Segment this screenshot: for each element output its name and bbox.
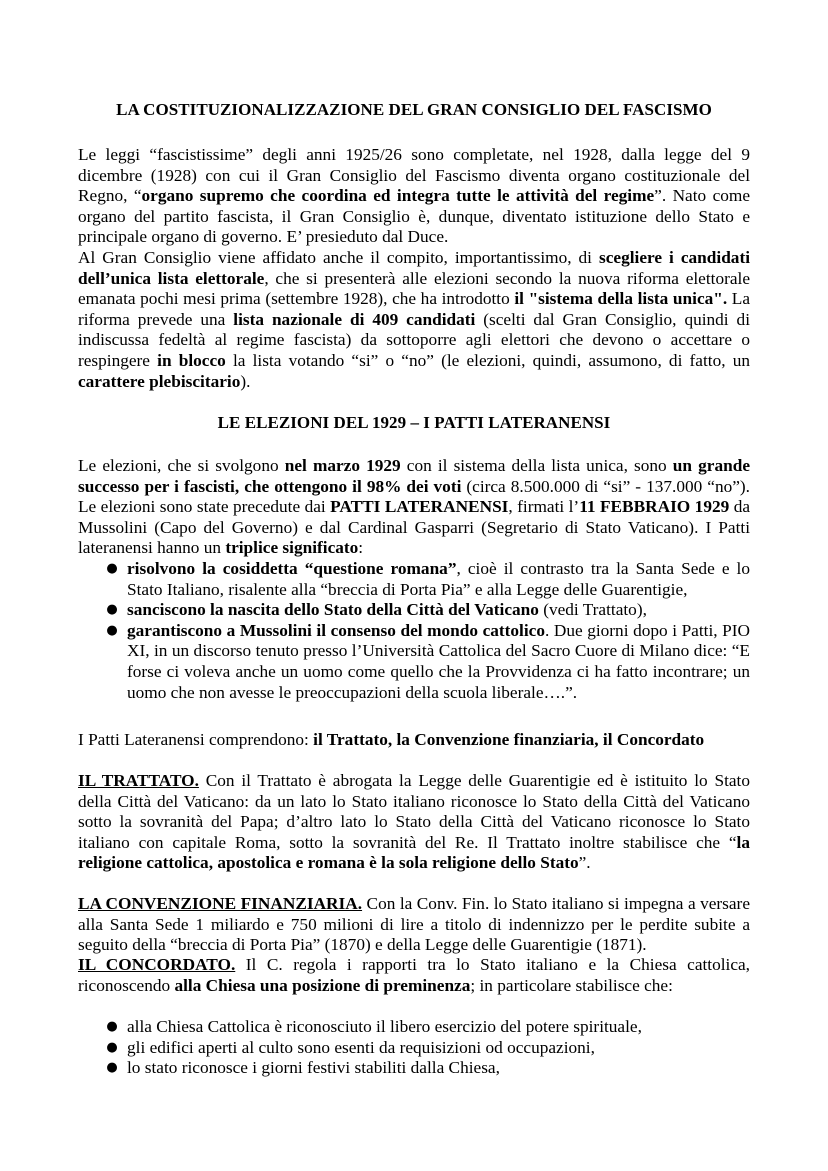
paragraph-trattato [78, 771, 750, 874]
text: , cioè il contrasto tra la Santa Sede e lo Stato Italiano, risalente alla “breccia di Porta Pia” e alla Legge delle Guarentigie, [127, 559, 751, 599]
bold-text: lista nazionale di 409 candidati [233, 309, 476, 329]
text: . Due giorni dopo i Patti, PIO XI, in un discorso tenuto presso l’Università Cattolica del Sacro Cuore di Milano dice: “E forse ci voleva anche un uomo come quello che la Provvidenza ci ha fatto incontrare; un uomo che non avesse le preoccupazioni della scuola liberale….”. [127, 620, 750, 702]
text: , firmati l’ [508, 497, 580, 517]
paragraph-lista-unica [78, 248, 750, 392]
bullet-icon: ● [106, 1019, 118, 1034]
text: (circa 8.500.000 di “si” - 137.000 “no”). Le elezioni sono state precedute dai [78, 476, 750, 517]
text: ”. [578, 853, 591, 873]
text: (vedi Trattato), [538, 600, 647, 620]
text: (scelti dal Gran Consiglio, quindi di indiscussa fedeltà al regime fascista) da sottoporre agli elettori che devono o accettare o respingere [78, 309, 750, 370]
text: ”. Nato come organo del partito fascista, il Gran Consiglio è, dunque, diventato istituzione dello Stato e principale organo di governo. E’ presieduto dal Duce. [78, 186, 750, 247]
text: lo stato riconosce i giorni festivi stabiliti dalla Chiesa, [127, 1058, 500, 1078]
bold-text: garantiscono a Mussolini il consenso del mondo cattolico [127, 620, 545, 640]
paragraph-concordato [78, 955, 750, 996]
text: Le elezioni, che si svolgono [78, 456, 285, 475]
bullet-icon: ● [106, 561, 118, 576]
list-item [106, 1058, 750, 1079]
text: gli edifici aperti al culto sono esenti da requisizioni od occupazioni, [127, 1037, 595, 1057]
list-item [106, 1037, 750, 1059]
bullet-icon: ● [106, 622, 118, 638]
heading-gran-consiglio: LA COSTITUZIONALIZZAZIONE DEL GRAN CONSIGLIO DEL FASCISMO [116, 100, 712, 119]
bold-text: nel marzo 1929 [284, 456, 401, 475]
bold-text: il Trattato, la Convenzione finanziaria, il Concordato [313, 730, 705, 749]
bold-text: scegliere i candidati dell’unica lista elettorale [78, 248, 750, 288]
text: ; in particolare stabilisce che: [470, 975, 673, 995]
list-significati [106, 559, 751, 703]
text: la lista votando “si” o “no” (le elezioni, quindi, assumono, di fatto, un [225, 350, 750, 370]
paragraph-leggi-fascistissime [78, 145, 750, 248]
bold-text: sanciscono la nascita dello Stato della Città del Vaticano [127, 600, 539, 620]
bullet-icon: ● [106, 1039, 118, 1055]
paragraph-patti-comprendono [78, 730, 750, 751]
bold-text: la religione cattolica, apostolica e romana è la sola religione dello Stato [78, 832, 750, 873]
bold-text: carattere plebiscitario [78, 371, 241, 391]
heading-elezioni-1929: LE ELEZIONI DEL 1929 – I PATTI LATERANENSI [217, 413, 611, 432]
bold-text: triplice significato [225, 538, 359, 558]
section-heading-trattato: IL TRATTATO. [78, 771, 199, 790]
bold-text: in blocco [157, 350, 226, 370]
list-item [106, 559, 751, 600]
bold-text: il "sistema della lista unica". [514, 289, 728, 309]
section-heading-convenzione: LA CONVENZIONE FINANZIARIA. [78, 894, 363, 913]
bold-text: PATTI LATERANENSI [330, 497, 509, 517]
bold-text: 11 FEBBRAIO 1929 [579, 497, 730, 517]
bold-text: un grande successo per i fascisti, che ottengono il 98% dei voti [78, 456, 750, 496]
text: Con la Conv. Fin. lo Stato italiano si impegna a versare alla Santa Sede 1 miliardo e 750 milioni di lire a titolo di indennizzo per le perdite subite a seguito della “breccia di Porta Pia” (1870) e della Legge delle Guarentigie (1871). [78, 894, 750, 955]
list-item [106, 600, 750, 621]
text: : [358, 538, 364, 558]
text: alla Chiesa Cattolica è riconosciuto il libero esercizio del potere spirituale, [127, 1017, 642, 1036]
bullet-icon: ● [106, 602, 118, 618]
text: Il C. regola i rapporti tra lo Stato italiano e la Chiesa cattolica, riconoscendo [78, 955, 750, 995]
bold-text: alla Chiesa una posizione di preminenza [174, 975, 471, 995]
text: Al Gran Consiglio viene affidato anche il compito, importantissimo, di [78, 248, 600, 267]
section-heading-concordato: IL CONCORDATO. [78, 955, 236, 974]
list-item [106, 620, 750, 703]
list-concordato [106, 1017, 750, 1079]
text: La riforma prevede una [78, 289, 751, 329]
paragraph-convenzione [78, 894, 750, 956]
text: da Mussolini (Capo del Governo) e dal Cardinal Gasparri (Segretario di Stato Vaticano). I Patti lateranensi hanno un [78, 497, 751, 558]
list-item [106, 1017, 750, 1038]
text: , che si presenterà alle elezioni secondo la nuova riforma elettorale emanata pochi mesi prima (settembre 1928), che ha introdotto [78, 268, 750, 309]
text: I Patti Lateranensi comprendono: [78, 730, 314, 749]
text: con il sistema della lista unica, sono [400, 456, 673, 475]
bold-text: risolvono la cosiddetta “questione romana” [127, 559, 457, 578]
paragraph-elezioni [78, 456, 750, 559]
text: Le leggi “fascistissime” degli anni 1925/26 sono completate, nel 1928, dalla legge del 9 dicembre (1928) con cui il Gran Consiglio del Fascismo diventa organo costituzionale del Regno, “ [78, 145, 750, 206]
bullet-icon: ● [106, 1060, 118, 1076]
text: ). [240, 371, 251, 391]
bold-text: organo supremo che coordina ed integra tutte le attività del regime [141, 186, 655, 206]
text: Con il Trattato è abrogata la Legge delle Guarentigie ed è istituito lo Stato della Città del Vaticano: da un lato lo Stato italiano riconosce lo Stato della Città del Vaticano sotto la sovranità del Papa; d’altro lato lo Stato della Città del Vaticano riconosce lo Stato italiano con capitale Roma, sotto la sovranità del Re. Il Trattato inoltre stabilisce che “ [78, 771, 750, 852]
